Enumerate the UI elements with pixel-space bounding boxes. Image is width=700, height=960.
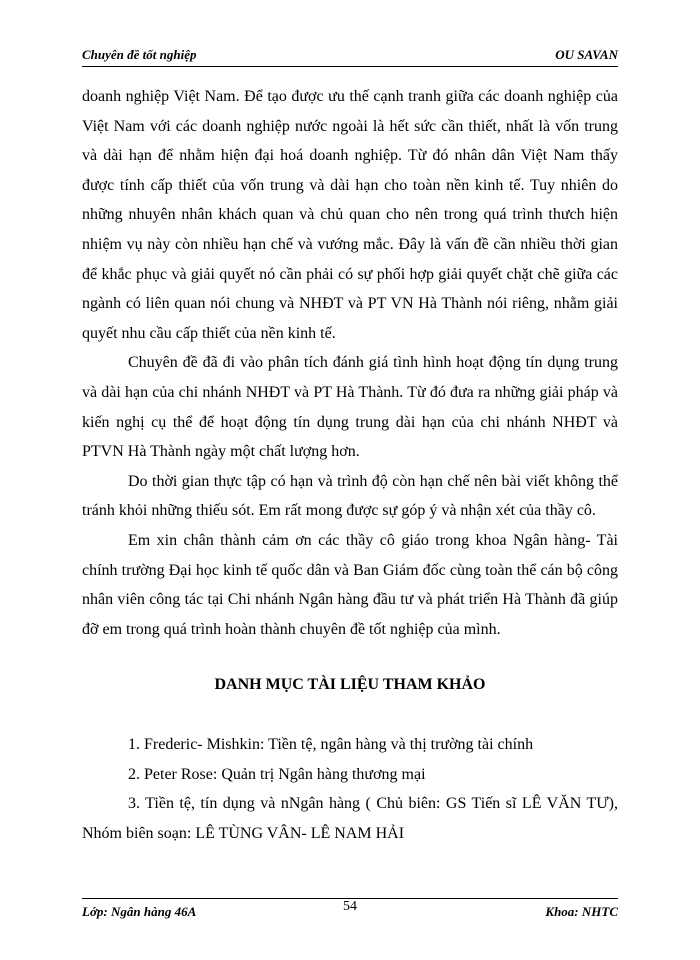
header-author: OU SAVAN bbox=[555, 47, 618, 62]
paragraph-thanks: Em xin chân thành cảm ơn các thầy cô giáo trong khoa Ngân hàng- Tài chính trường Đại học kinh tế quốc dân và Ban Giám đốc cùng toàn thể cán bộ công nhân viên công tác tại Chi nhánh Ngân hàng đầu tư và phát triển Hà Thành đã giúp đỡ em trong quá trình hoàn thành chuyên đề tốt nghiệp của mình. bbox=[82, 531, 618, 638]
references-title: DANH MỤC TÀI LIỆU THAM KHẢO bbox=[214, 676, 486, 693]
reference-item: 1. Frederic- Mishkin: Tiền tệ, ngân hàng và thị trường tài chính bbox=[128, 736, 534, 753]
footer-class: Lớp: Ngân hàng 46A bbox=[82, 904, 197, 919]
reference-item: 2. Peter Rose: Quản trị Ngân hàng thương mại bbox=[128, 765, 426, 783]
page-footer bbox=[82, 898, 618, 921]
reference-item: 3. Tiền tệ, tín dụng và nNgân hàng ( Chủ biên: GS Tiến sĩ LÊ VĂN TƯ), Nhóm biên soạn: LÊ TÙNG VÂN- LÊ NAM HẢI bbox=[82, 795, 618, 842]
references-list bbox=[82, 730, 618, 848]
page-number: 54 bbox=[343, 899, 357, 914]
paragraph-summary: Chuyên đề đã đi vào phân tích đánh giá tình hình hoạt động tín dụng trung và dài hạn của chi nhánh NHĐT và PT Hà Thành. Từ đó đưa ra những giải pháp và kiến nghị cụ thể để hoạt động tín dụng trung dài hạn của chi nhánh NHĐT và PTVN Hà Thành ngày một chất lượng hơn. bbox=[82, 354, 618, 461]
body-text bbox=[82, 82, 618, 644]
footer-faculty: Khoa: NHTC bbox=[545, 904, 618, 919]
paragraph-limitations: Do thời gian thực tập có hạn và trình độ còn hạn chế nên bài viết không thể tránh khỏi những thiếu sót. Em rất mong được sự góp ý và nhận xét của thầy cô. bbox=[82, 472, 618, 520]
paragraph-continuation: doanh nghiệp Việt Nam. Để tạo được ưu thế cạnh tranh giữa các doanh nghiệp của Việt Nam với các doanh nghiệp nước ngoài là hết sức cần thiết, nhất là vốn trung và dài hạn để nhằm hiện đại hoá doanh nghiệp. Từ đó nhân dân Việt Nam thấy được tính cấp thiết của vốn trung và dài hạn cho toàn nền kinh tế. Tuy nhiên do những nhuyên nhân khách quan và chủ quan cho nên trong quá trình thưch hiện nhiệm vụ này còn nhiều hạn chế và vướng mắc. Đây là vấn đề cần nhiều thời gian để khắc phục và giải quyết nó cần phải có sự phối hợp giải quyết chặt chẽ giữa các ngành có liên quan nói chung và NHĐT và PT VN Hà Thành nói riêng, nhằm giải quyết nhu cầu cấp thiết của nền kinh tế. bbox=[82, 88, 618, 342]
page-header bbox=[82, 44, 618, 67]
header-title: Chuyên đề tốt nghiệp bbox=[82, 47, 197, 62]
